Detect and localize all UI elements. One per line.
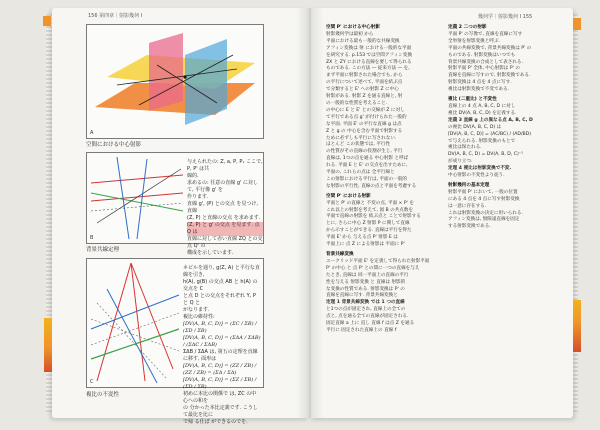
body-text-line: で与えられる. 射影変換のもとで: [448, 138, 516, 144]
right-page-header: 幾何学｜射影幾何 I 155: [478, 14, 533, 20]
body-text-line: て平行である点 g' が付けられた一般的: [326, 114, 407, 120]
left-tab-top: [43, 16, 51, 26]
body-text-line: ものである. この方法 ― 従来方法 ― を,: [326, 66, 410, 72]
c-green-line: [91, 329, 179, 359]
body-text-line: と1つの点が固定され, 直線上の全ての: [326, 307, 406, 313]
body-text-line: 射影がある. 射影 Z を通る直線と, 射: [326, 94, 403, 100]
body-text-line: の性質がその直線の役割が生じ, 平行: [326, 149, 403, 155]
fig-c-outro-2: で帰 る仕ぼ ができるのでを.: [183, 419, 248, 425]
fig-b-line-1: 線的.: [187, 173, 199, 179]
body-text-line: アフィン変換は, 無限遠直線を固定: [448, 217, 520, 223]
fig-c-formula-1: [DV(A, B, C, D)] = (ΣΔA / ΣΔB) / (ΣΔC / ΣΔB): [183, 335, 261, 348]
section-heading: 複比 (二重比) と不変性: [448, 97, 497, 103]
body-text-line: 射影幾何学は最初 から: [326, 31, 374, 37]
theorem-line: 定理 1 背景共線変換 では 1 つの直線: [326, 300, 405, 306]
c-dashed-line-3: [97, 303, 167, 379]
body-text-line: 平面 E' から 与える点 P' 射影 E は: [326, 235, 398, 241]
body-text-line: な平面. 平面 E' の平行な直線 g は点: [326, 121, 402, 127]
body-text-line: 中心射影の不変性より従う.: [448, 173, 505, 179]
fig-c-intro-1: h(A), g(B) の交点 AB と h(A) の交点を C: [183, 279, 258, 292]
fig-b-line-6: (Z, P) と g' の交点 を見ます. 点 Q は: [187, 222, 263, 236]
fig-c-formula-2: ΣΔB / ΣΔA は, 第五の定理を直線に移す, 面形は: [183, 349, 258, 362]
fig-c-intro-0: ネビルを通り, g(Z, A) と平行な直線を引き,: [183, 265, 260, 278]
body-text-line: ために必ずしも平行に写されない.: [326, 135, 397, 141]
body-text-line: ほとんど この状態では, 平行性: [326, 142, 391, 148]
body-text-line: 平面の, これらの点は 全平行線と: [326, 170, 395, 176]
body-text-line: を研究する. p.153 では空間アフィン変換: [326, 52, 413, 58]
body-text-line: 固定直線 a 上に 直し 直線 f は点 Z を通る: [326, 321, 415, 327]
body-text-line: 平面における最も一般的な共線変換: [326, 38, 400, 44]
body-text-line: 全単射を射影変換と呼ぶ.: [448, 38, 500, 44]
body-text-line: の一般的な性質を考えること.: [326, 100, 388, 106]
theorem-line: 定理 4 複比は射影変換で不変.: [448, 166, 512, 172]
section-heading: 空間 P' における中心射影: [326, 25, 380, 30]
section-heading: 射影幾何の基本定理: [448, 182, 490, 188]
left-page-header: 156 第四章｜射影幾何 I: [88, 13, 143, 19]
left-tab-lower: [44, 318, 52, 372]
body-text-line: DV(A, B, C, D) = DV(A, B, D, C)⁻¹: [448, 152, 524, 158]
fig-c-outro-1: の 分かった本比定義です. こうして最比を比に: [183, 405, 258, 418]
body-text-line: 平面と P' の直線と 不変の点, 平面 × P' を: [326, 200, 414, 206]
body-text-line: 射影平面 P' 全体, 中心射影は P' の: [448, 66, 520, 72]
section-heading: 背景共線変換: [326, 252, 354, 257]
body-text-line: P' の中心 と 点 P' との間に一つの直線を与え: [326, 265, 420, 271]
c-red-line-1: [97, 263, 131, 381]
section-heading: 定義 2 二つの射影: [448, 25, 487, 30]
figure-b-label: B: [90, 235, 94, 241]
c-blue-line-1: [107, 289, 157, 383]
fig-c-intro-3: がなります.: [183, 307, 210, 313]
body-text-line: 射影変換は 4 点を 4 点に写す.: [448, 80, 512, 86]
book-gutter: [296, 8, 324, 418]
body-text-line: ものである. 射影変換はいつでも: [448, 52, 516, 58]
body-text-line: の中心に E と E' との交線が Z に対し: [326, 107, 405, 113]
body-text-line: の平行について述べて, 平面を結ぶ点: [326, 80, 403, 86]
body-text-line: 直線上の 4 点 A, B, C, D に対し: [448, 103, 516, 109]
fig-b-line-3: 作ります.: [187, 194, 209, 200]
figure-c-caption: 複比の不変性: [86, 392, 120, 398]
body-text-line: 複比は保たれる.: [448, 145, 482, 151]
figure-a-label: A: [90, 130, 94, 136]
line-blue-2: [137, 159, 147, 239]
fig-c-outro-0: 初めに本比の関係で は, ZC の中心への和を: [183, 391, 257, 404]
right-tab-top: [573, 18, 581, 30]
body-text-line: Z と g の 中心を含む平面で射影する: [326, 128, 403, 134]
body-text-line: [DV(A, B, C, D)] = (AC/BC) / (AD/BD): [448, 131, 531, 137]
body-text-line: から示すことができる. 直線は平行を得た: [326, 228, 412, 234]
fig-b-line-2: 求めるの: 任意の直線 g' に対して, 平行像 g' を: [187, 180, 259, 193]
fig-c-formula-4: [DV(A, B, C, D)] = (ΣZ / ΣB) / (ΣD / ΣB): [183, 377, 257, 390]
body-text-line: 性を与える 射影変換 と 直線は 射影的: [326, 279, 406, 285]
plane-blue: [185, 39, 227, 125]
body-text-line: これは射影変換の決定に用いられる.: [448, 210, 523, 216]
fig-b-line-7: 直線に対して赤い直線 ZQ との交点 Q' の: [187, 236, 263, 249]
body-text-line: 背景共線変換の合成として表される.: [448, 59, 523, 65]
body-text-line: 平行に 固定された直線上の 直線 f: [326, 327, 397, 333]
body-text-line: な変換の性質である. 射影変換は P' の: [326, 286, 405, 292]
fig-c-formula-0: [DV(A, B, C, D)] = (ΣC / ΣB) / (ΣD / ΣB): [183, 321, 257, 334]
plane-pink: [149, 33, 183, 111]
section-heading: 空間 P' における射影: [326, 193, 371, 199]
figure-a-planes: [87, 25, 263, 138]
fig-b-line-4: 直線 g', (P) との交点 を見つけ, 直線: [187, 201, 259, 214]
body-text-line: 直線を直線に写す. 背景共線変換と: [326, 293, 398, 299]
figure-b-text: [187, 159, 263, 257]
body-text-line: が成り立つ.: [448, 159, 473, 165]
body-text-line: アフィン変換は 射 における一般的な平面: [326, 45, 412, 51]
fig-b-line-8: 構成を示しています.: [187, 250, 234, 256]
figure-b-caption: 背景共線定理: [86, 247, 120, 253]
fig-b-line-5: (Z, P) と直線の交点 を求めます.: [187, 215, 261, 221]
body-text-line: 平面 P' の写像で, 直線を直線に写す: [448, 31, 523, 37]
fig-c-intro-2: と点 D との交点をそれぞれ Y, P と Q と: [183, 293, 256, 306]
body-text-line: は一意に存在する.: [448, 203, 487, 209]
figure-c-text: [183, 265, 261, 426]
right-page-column-2: [448, 22, 562, 406]
body-text-line: たとき, 直線は 同一平面上の直線の平行: [326, 272, 409, 278]
body-text-line: この射影における平行は, 平面の一般的: [326, 176, 408, 182]
fig-c-intro-4: 複比の維持性:: [183, 314, 215, 320]
figure-c-label: C: [90, 379, 94, 385]
theorem-line: 定義 3 直線 g 上の異なる点 A, B, C, D: [448, 117, 533, 123]
center-point-z: [183, 75, 186, 78]
body-text-line: する射影変換である.: [448, 224, 491, 230]
body-text-line: な射影の平行性, 直線の点と平面を考慮する: [326, 183, 417, 189]
body-text-line: 複比は射影変換で不変である.: [448, 87, 510, 93]
line-green: [91, 193, 183, 211]
body-text-line: まず平面に射影された場合でも, から: [326, 73, 403, 79]
body-text-line: れる. 平面 E と E' の交点を出すために,: [326, 163, 408, 169]
body-text-line: これ以上の射影を考えて, 図 B の共点数を: [326, 207, 414, 213]
body-text-line: にある 4 点を 4 点に写す射影変換: [448, 196, 520, 202]
line-dashed: [91, 203, 183, 211]
body-text-line: 点と, 点を通る全ての直線が固定される.: [326, 314, 409, 320]
body-text-line: 平面の共線変換で, 背景共線変換は P' の: [448, 45, 532, 51]
body-text-line: 平面で直線の射影を 結ぶ点と ことで射影する: [326, 214, 421, 220]
fig-b-line-0: 与えられたの: Z, a, P, Pₓ ここで, P, P' は共: [187, 159, 263, 172]
body-text-line: で分類すると E' への射影 Z に中心: [326, 87, 399, 93]
c-dashed-line-2: [91, 313, 179, 345]
body-text-line: の複比 DV(A, B, C, D) は: [448, 124, 502, 130]
body-text-line: 直線は, 1つの点を通る 中心射影 と呼ば: [326, 156, 409, 162]
body-text-line: ZX と ZY における直線を要して得られる: [326, 59, 412, 65]
right-page-column-1: [326, 22, 442, 406]
line-black: [97, 169, 181, 223]
figure-a-caption: 空間における中心射影: [86, 142, 142, 148]
body-text-line: 直線を直線に写すので, 射影変換である.: [448, 73, 531, 79]
body-text-line: とに, さらに中心 Z 射影 P に関して直線: [326, 221, 410, 227]
body-text-line: 複比 DV(A, B, C, D) を定義する.: [448, 110, 517, 116]
body-text-line: 平面上に 点 Z による射影は 平面に P': [326, 242, 405, 248]
right-tab-lower: [573, 300, 581, 352]
body-text-line: ユークリッド平面 E' を定義して得られた射影平面: [326, 258, 430, 264]
fig-c-formula-3: [DV(A, B, C, D)] = (ZZ / ZB) / (ZZ / ZB) = (ΣΔ / ΣΔ): [183, 363, 257, 376]
body-text-line: 射影平面 P' において, 一般の位置: [448, 189, 518, 195]
figure-a-frame: [86, 24, 264, 139]
